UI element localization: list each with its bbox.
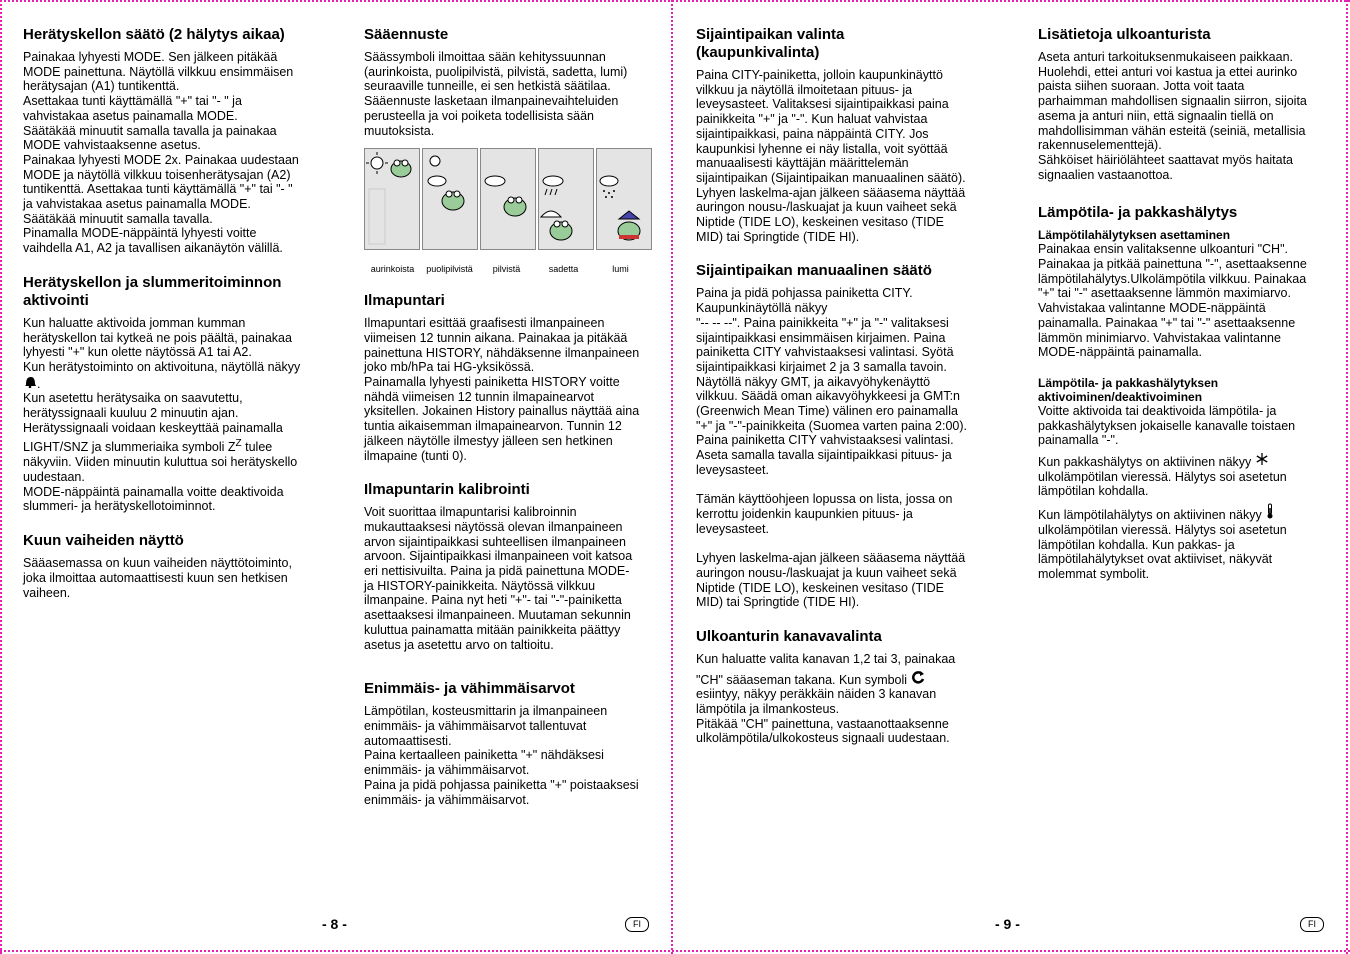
snooze-text-2: tulee [241,440,273,455]
section-body: esiintyy, näkyy peräkkäin näiden 3 kanavan lämpötila ja ilmankosteus. Pitäkää "CH" painettuna, vastaanottaaksenne ulkolämpötila/ulkokosteus signaali uudestaan. [696,687,950,746]
section-title: Ulkoanturin kanavavalinta [696,627,882,645]
snowflake-icon [1255,452,1269,467]
bell-icon [23,375,37,389]
right-page [675,0,1350,954]
page-number: - 9 - [995,916,1020,932]
weather-labels [364,264,654,274]
left-column-2 [364,26,654,825]
section-title: Sijaintipaikan manuaalinen säätö [696,262,932,280]
section-title: Sijaintipaikan valinta (kaupunkivalinta) [696,26,845,61]
section-body: ulkolämpötilan vieressä. Hälytys soi asetetun lämpötilan kohdalla. Kun pakkas- ja lämpötilahälytykset ovat aktiiviset, näkyvät molemmat symbolit. [1038,522,1287,581]
barometer-calibration-section [364,481,654,652]
language-badge: FI [1300,917,1324,932]
weather-snow-image [596,148,652,250]
section-title: Ilmapuntarin kalibrointi [364,481,530,499]
thermometer-icon [1265,503,1275,520]
language-badge: FI [625,917,649,932]
channel-symbol-line [696,670,986,688]
weather-label: aurinkoista [370,264,415,275]
left-page [0,0,673,954]
section-body: Paina ja pidä pohjassa painiketta CITY. Kaupunkinäytöllä näkyy "-- -- --". Paina painikkeita "+" ja "-" valitaksesi sijaintipaikkasi ensimmäisen kirjaimen. Paina painiketta CITY vahvistaaksesi valintasi. Syötä sijaintipaikkasi kirjaimet 2 ja 3 samalla tavoin. Näytöllä näkyy GMT, ja aikavyöhykenäyttö vilkkuu. Säädä oman aikavyöhykkeesi ja GMT:n (Greenwich Mean Time) välinen ero painamalla "+" ja "-"-painikkeita (Suomea varten paina 2:00). Paina painiketta CITY vahvistaaksesi valintasi. Aseta samalla tavalla sijaintipaikkasi pituus- ja leveysasteet. Tämän käyttöohjeen lopussa on lista, jossa on kerrottu joidenkin kaupunkien pituus- ja leveysasteet. Lyhyen laskelma-ajan jälkeen sääasema näyttää auringon nousu-/laskuajat ja kuun vaiheet sekä Niptide (TIDE LO), keskeinen vesitaso (TIDE MID) tai Springtide (TIDE HI). [696,286,968,610]
section-body: Sääasemassa on kuun vaiheiden näyttötoiminto, joka ilmoittaa automaattisesti kuun sen hetkisen vaiheen. [23,556,292,600]
moon-phase-section [23,532,323,600]
channel-selection-section [696,628,986,746]
section-body: Paina CITY-painiketta, jolloin kaupunkinäyttö vilkkuu ja näytöllä ilmoitetaan pituus- ja leveysasteet. Valitaksesi sijaintipaikkasi paina painikkeita "+" ja "-". Kun haluat vahvistaa sijaintipaikkasi, paina näppäintä CITY. Jos kaupunkisi lyhenne ei näy listalla, voit syöttää manuaalisesti käyttäjän määrittelemän sijaintipaikan (Sijaintipaikan manuaalinen säätö). Lyhyen laskelma-ajan jälkeen sääasema näyttää auringon nousu-/laskuajat ja kuun vaiheet sekä Niptide (TIDE LO), keskeinen vesitaso (TIDE MID) tai Springtide (TIDE HI). [696,68,966,244]
forecast-section [364,26,654,274]
weather-partly-cloudy-image [422,148,478,250]
right-column-1 [696,26,986,764]
snooze-text: LIGHT/SNZ ja slummeriaika symboli Z [23,440,236,455]
left-column-1 [23,26,323,618]
section-body: Aseta anturi tarkoituksenmukaiseen paikkaan. Huolehdi, ettei anturi voi kastua ja ettei aurinko paista siihen suoraan. Jotta voit taata parhaimman mahdollisen signaalin siirron, sijoita asema ja anturi niin, että signaalin tiellä on mahdollisimman vähän esteitä (seiniä, metallisia rakennuselementtejä). Sähköiset häiriölähteet saattavat myös haitata signaalien vastaanottoa. [1038,50,1307,182]
weather-label: puolipilvistä [426,264,473,275]
outdoor-sensor-section [1038,26,1323,182]
weather-rain-image [538,148,594,250]
bell-line: . [23,375,323,392]
section-body: Kun asetettu herätysaika on saavutettu, herätyssignaali kuuluu 2 minuutin ajan. Herätyssignaali voidaan keskeyttää painamalla [23,391,283,435]
weather-label: sadetta [548,264,579,275]
section-title: Lämpötila- ja pakkashälytys [1038,204,1238,222]
subsection-title: Lämpötila- ja pakkashälytyksen aktivoiminen/deaktivoiminen [1038,375,1219,404]
frost-text: Kun pakkashälytys on aktiivinen näkyy [1038,455,1252,470]
section-title: Kuun vaiheiden näyttö [23,532,184,550]
snooze-sup: Z [235,438,242,450]
city-selection-section [696,26,986,244]
temp-text: Kun lämpötilahälytys on aktiivinen näkyy [1038,508,1262,523]
section-title: Ilmapuntari [364,292,445,310]
barometer-section [364,292,654,463]
weather-sunny-image [364,148,420,250]
section-body: Voitte aktivoida tai deaktivoida lämpötila- ja pakkashälytyksen jokaiselle kanavalle toistaen painamalla "-". [1038,403,1296,448]
section-title: Enimmäis- ja vähimmäisarvot [364,680,575,698]
section-body: Painakaa ensin valitaksenne ulkoanturi "CH". Painakaa ja pitkää painettuna "-", asettaaksenne lämpötilahälytys.Ulkolämpötila vilkkuu. Painakaa "+" tai "-" asettaaksenne lämmön maximiarvo. Vahvistakaa valintanne MODE-näppäintä painamalla. Painakaa "+" tai "-" asettaaksenne lämmön minimiarvo. Vahvistakaa valintanne MODE-näppäintä painamalla. [1038,242,1307,360]
frost-alarm-line [1038,452,1323,470]
section-body: Kun haluatte aktivoida jomman kumman herätyskellon tai kytkeä ne pois päältä, painakaa lyhyesti "+" kun olette näytössä A1 tai A2. Kun herätystoiminto on aktivoituna, näytöllä näkyy [23,315,301,374]
channel-cycle-icon [911,670,925,685]
section-title: Herätyskellon säätö (2 hälytys aikaa) [23,26,285,43]
section-title: Lisätietoja ulkoanturista [1038,26,1211,43]
section-body: Kun haluatte valita kanavan 1,2 tai 3, painakaa [696,651,956,666]
snooze-line [23,437,323,455]
section-body: ulkolämpötilan vieressä. Hälytys soi asetetun lämpötilan kohdalla. [1038,469,1287,499]
channel-text: "CH" sääaseman takana. Kun symboli [696,672,908,687]
weather-label: pilvistä [492,264,521,275]
weather-cloudy-image [480,148,536,250]
section-body: Painakaa lyhyesti MODE. Sen jälkeen pitäkää MODE painettuna. Näytöllä vilkkuu ensimmäisen herätysajan (A1) tuntikenttä. Asettakaa tunti käyttämällä "+" tai "- " ja vahvistakaa asetus painamalla MODE. Säätäkää minuutit samalla tavalla ja painakaa MODE vahvistaaksenne asetus. Painakaa lyhyesti MODE 2x. Painakaa uudestaan MODE ja näytöllä vilkkuu toisenherätysajan (A2) tuntikenttä. Asettakaa tunti käyttämällä "+" tai "- " ja vahvistakaa asetus painamalla MODE. Säätäkää minuutit samalla tavalla. Pinamalla MODE-näppäintä lyhyesti voitte vaihdella A1, A2 ja tavallisen aikanäytön välillä. [23,50,299,256]
section-body: Lämpötilan, kosteusmittarin ja ilmanpaineen enimmäis- ja vähimmäisarvot tallentuvat automaattisesti. Paina kertaalleen painiketta "+" nähdäksesi enimmäis- ja vähimmäisarvot. Paina ja pidä pohjassa painiketta "+" poistaaksesi enimmäis- ja vähimmäisarvot. [364,704,639,807]
page-number: - 8 - [322,916,347,932]
min-max-section [364,680,654,807]
section-body: näkyviin. Viiden minuutin kuluttua soi herätyskello uudestaan. MODE-näppäintä painamalla voitte deaktivoida slummeri- ja herätyskellotoiminnot. [23,455,298,514]
weather-label: lumi [612,264,629,275]
section-body: Säässymboli ilmoittaa sään kehityssuunnan (aurinkoista, puolipilvistä, pilvistä, sadetta, lumi) seuraaville tunneille, ei sen hetkistä säätilaa. Sääennuste lasketaan ilmanpainevaihteluiden perusteella ja voi poiketa todellisista sään muutoksista. [364,50,628,138]
temperature-frost-alarm-section [1038,204,1323,581]
section-title: Sääennuste [364,26,449,43]
section-body: Ilmapuntari esittää graafisesti ilmanpaineen viimeisen 12 tunnin aikana. Painakaa ja pitäkää painettuna HISTORY, nähdäksenne ilmanpaineen joko mb/hPa tai HG-yksikössä. Painamalla lyhyesti painiketta HISTORY voitte nähdä viimeisen 12 tunnin ilmapainearvot yksitellen. Jokainen History painallus näyttää aina tuntia aikaisemman ilmapainearvon. Tunnin 12 jälkeen näytölle ilmestyy jälleen sen hetkinen ilmapaine (tunti 0). [364,316,640,463]
section-title: Herätyskellon ja slummeritoiminnon aktivointi [23,273,282,309]
right-column-2 [1038,26,1323,600]
alarm-setting-section [23,26,323,256]
alarm-snooze-section [23,274,323,514]
subsection-title: Lämpötilahälytyksen asettaminen [1038,228,1231,243]
temperature-alarm-line [1038,503,1323,523]
manual-location-section [696,262,986,609]
section-body: Voit suorittaa ilmapuntarisi kalibroinnin mukauttaaksesi näytössä olevan ilmanpaineen arvon sijaintipaikkasi suhteellisen ilmanpaineen arvoon. Sijaintipaikkasi ilmanpaineen voit katsoa eri nettisivuilta. Paina ja pidä painettuna MODE- ja HISTORY-painikkeita. Näytössä vilkkuu ilmanpaine. Paina nyt heti "+"- tai "-"-painiketta asettaaksesi ilmanpaineen. Muutaman sekunnin kuluttua painamatta mitään painikkeita päättyy asetus ja asetettu arvo on taltioitu. [364,505,633,652]
weather-icon-row [364,148,654,250]
